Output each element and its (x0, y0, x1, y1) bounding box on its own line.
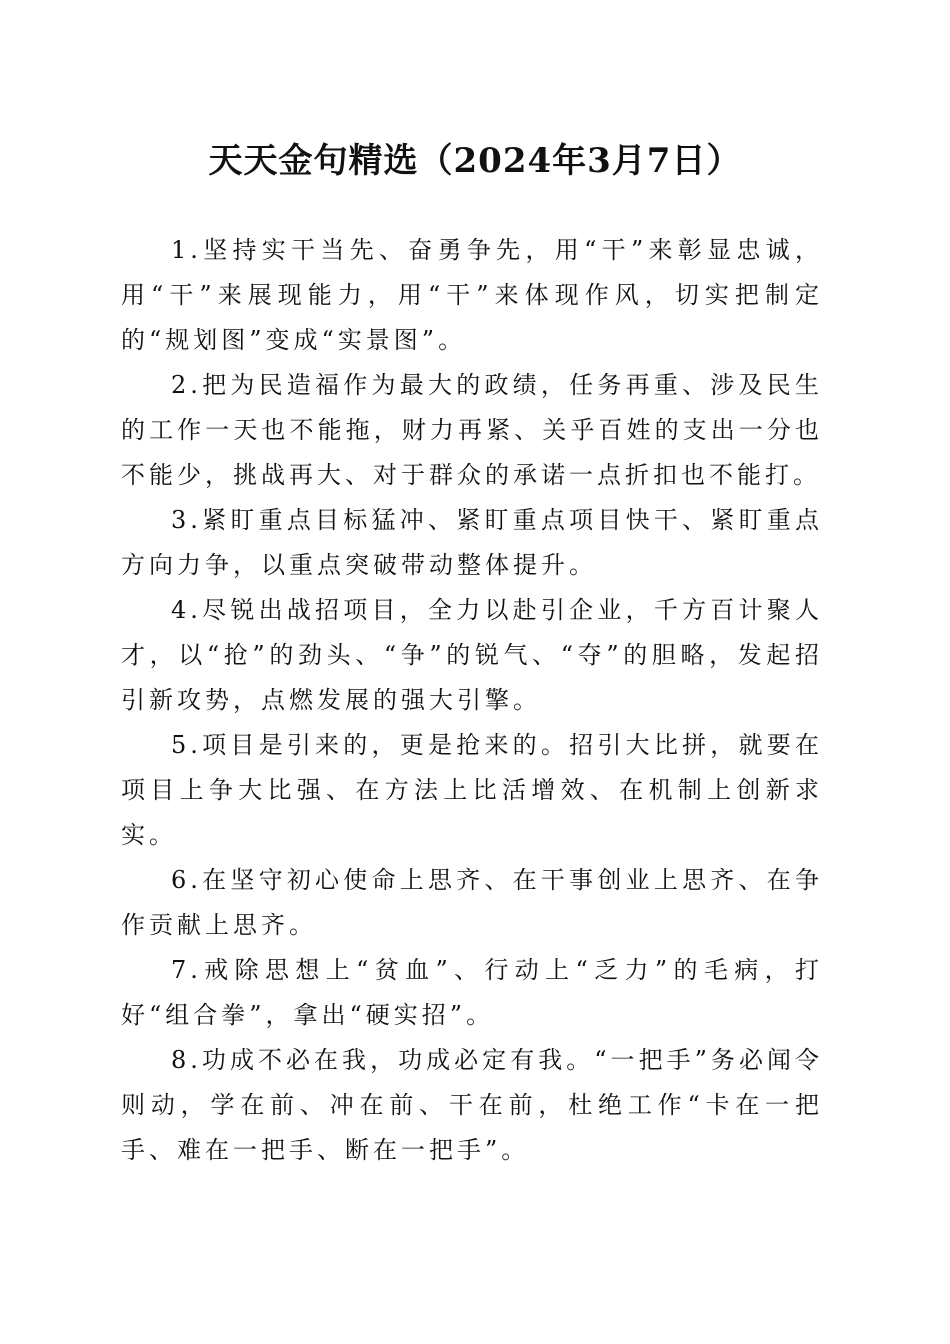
document-body (121, 228, 823, 1173)
paragraph-3: 3.紧盯重点目标猛冲、紧盯重点项目快干、紧盯重点方向力争，以重点突破带动整体提升。 (121, 506, 823, 579)
paragraph-4: 4.尽锐出战招项目，全力以赴引企业，千方百计聚人才，以“抢”的劲头、“争”的锐气、“夺”的胆略，发起招引新攻势，点燃发展的强大引擎。 (121, 596, 823, 714)
paragraph-6: 6.在坚守初心使命上思齐、在干事创业上思齐、在争作贡献上思齐。 (121, 866, 823, 939)
paragraph-5: 5.项目是引来的，更是抢来的。招引大比拼，就要在项目上争大比强、在方法上比活增效、在机制上创新求实。 (121, 731, 823, 849)
paragraph-2: 2.把为民造福作为最大的政绩，任务再重、涉及民生的工作一天也不能拖，财力再紧、关乎百姓的支出一分也不能少，挑战再大、对于群众的承诺一点折扣也不能打。 (121, 371, 823, 489)
paragraph-1: 1.坚持实干当先、奋勇争先，用“干”来彰显忠诚，用“干”来展现能力，用“干”来体现作风，切实把制定的“规划图”变成“实景图”。 (121, 236, 823, 354)
document-title: 天天金句精选（2024年3月7日） (208, 141, 742, 181)
paragraph-8: 8.功成不必在我，功成必定有我。“一把手”务必闻令则动，学在前、冲在前、干在前，杜绝工作“卡在一把手、难在一把手、断在一把手”。 (121, 1046, 823, 1164)
paragraph-7: 7.戒除思想上“贫血”、行动上“乏力”的毛病，打好“组合拳”，拿出“硬实招”。 (121, 956, 823, 1029)
